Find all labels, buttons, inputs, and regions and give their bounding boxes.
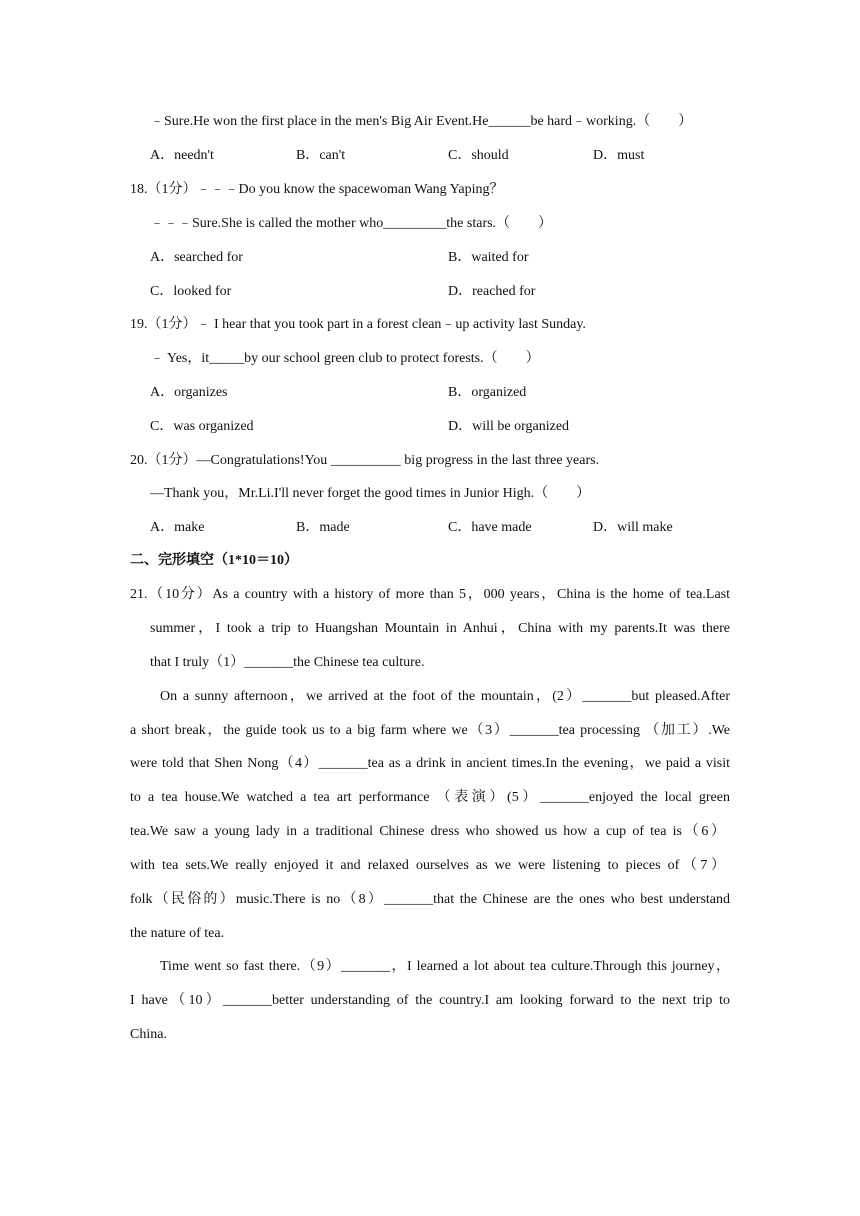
q17-answer-line: ﹣Sure.He won the first place in the men's Big Air Event.He______be hard﹣working.（ ） [150,114,693,129]
q21-line-1: 21.（10分）As a country with a history of more than 5，000 years，China is the home of tea.Last [130,587,730,602]
q20-option-b: B．made [296,520,350,535]
q21-line-7: to a tea house.We watched a tea art performance （表演）(5）_______enjoyed the local green [130,790,730,805]
q18-answer-line: ﹣﹣﹣Sure.She is called the mother who_________the stars.（ ） [150,216,553,231]
q17-option-d: D．must [593,148,645,163]
q18-stem: 18.（1分）﹣﹣﹣Do you know the spacewoman Wang Yaping？ [130,182,504,197]
q20-option-d: D．will make [593,520,673,535]
q19-option-b: B．organized [448,385,527,400]
q20-answer-line: —Thank you，Mr.Li.I'll never forget the good times in Junior High.（ ） [150,486,591,501]
q19-answer-line: ﹣ Yes，it_____by our school green club to protect forests.（ ） [150,351,540,366]
q21-line-5: a short break，the guide took us to a big farm where we（3）_______tea processing （加工）.We [130,723,730,738]
q18-option-c: C．looked for [150,284,232,299]
q19-option-a: A．organizes [150,385,228,400]
q19-stem: 19.（1分）﹣ I hear that you took part in a forest clean﹣up activity last Sunday. [130,317,586,332]
q21-line-3: that I truly（1）_______the Chinese tea culture. [150,655,425,670]
q20-option-a: A．make [150,520,205,535]
q17-option-c: C．should [448,148,509,163]
q21-line-2: summer，I took a trip to Huangshan Mountain in Anhui，China with my parents.It was there [150,621,730,636]
section-heading: 二、完形填空（1*10＝10） [130,553,298,568]
q19-option-c: C．was organized [150,419,254,434]
q17-option-b: B．can't [296,148,346,163]
q18-option-a: A．searched for [150,250,243,265]
q21-line-14: China. [130,1027,167,1042]
q18-option-b: B．waited for [448,250,529,265]
q21-line-10: folk（民俗的）music.There is no（8）_______that the Chinese are the ones who best understand [130,892,730,907]
q21-line-9: with tea sets.We really enjoyed it and relaxed ourselves as we were listening to pieces of（7） [130,858,725,873]
q17-option-a: A．needn't [150,148,214,163]
q21-line-13: I have（10）_______better understanding of the country.I am looking forward to the next trip to [130,993,730,1008]
q21-line-6: were told that Shen Nong（4）_______tea as a drink in ancient times.In the evening，we paid a visit [130,756,730,771]
q21-line-4: On a sunny afternoon，we arrived at the foot of the mountain，(2）_______but pleased.After [160,689,730,704]
q21-line-12: Time went so fast there.（9）_______，I learned a lot about tea culture.Through this journey， [160,959,730,974]
q21-line-8: tea.We saw a young lady in a traditional Chinese dress who showed us how a cup of tea is（6） [130,824,725,839]
q20-stem: 20.（1分）—Congratulations!You __________ big progress in the last three years. [130,453,600,468]
q19-option-d: D．will be organized [448,419,570,434]
q21-line-11: the nature of tea. [130,926,225,941]
q18-option-d: D．reached for [448,284,536,299]
q20-option-c: C．have made [448,520,532,535]
